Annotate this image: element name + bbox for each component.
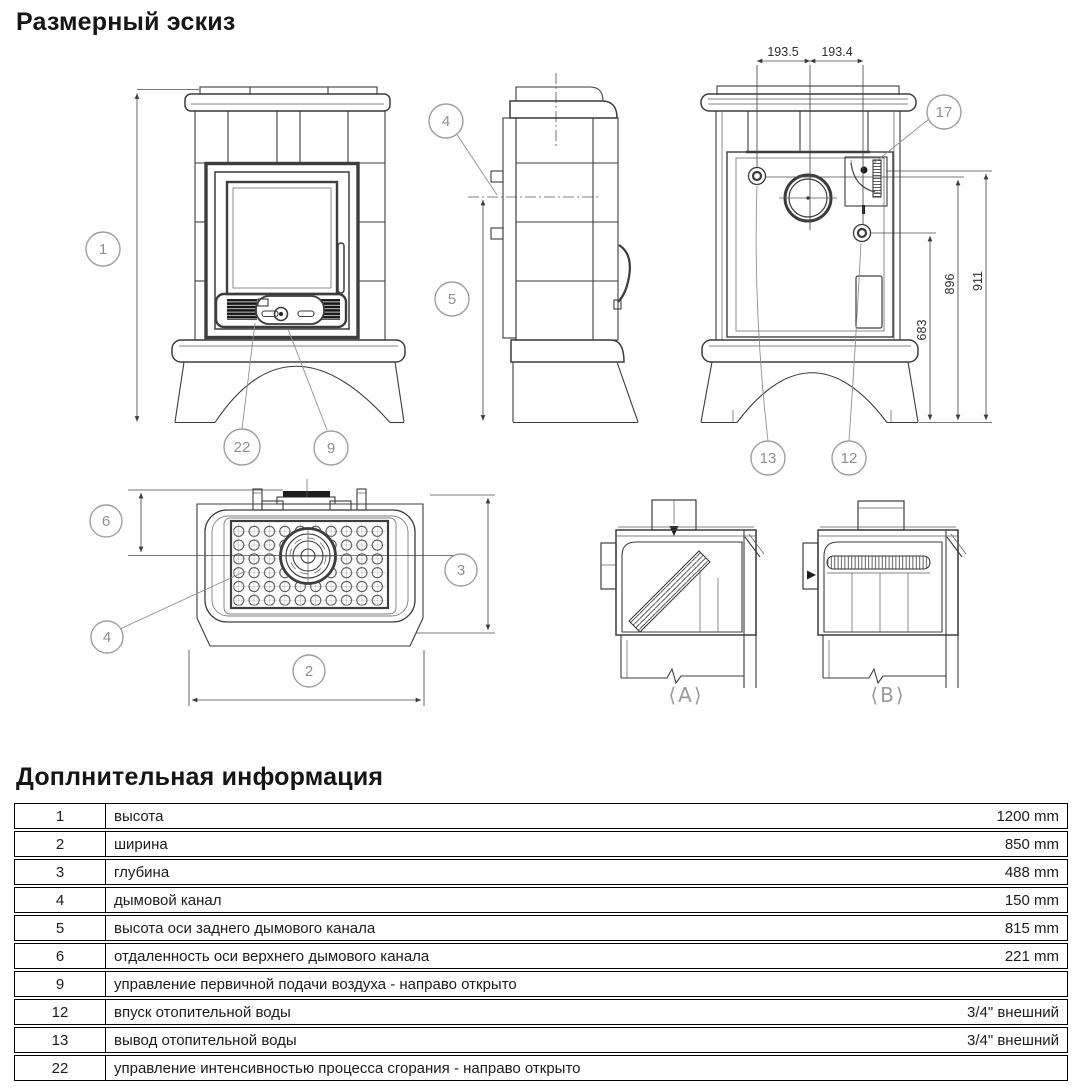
baffle-a — [629, 551, 710, 632]
svg-text:22: 22 — [233, 439, 251, 456]
dim-offset-right: 193.4 — [821, 45, 853, 59]
callout-12 — [832, 441, 866, 475]
row-number: 9 — [14, 971, 106, 997]
svg-text:12: 12 — [840, 450, 858, 467]
row-value: 150 mm — [903, 887, 1068, 913]
row-number: 5 — [14, 915, 106, 941]
callout-6 — [90, 505, 122, 537]
water-inlet-fitting — [854, 225, 871, 242]
side-view — [456, 73, 638, 423]
callout-2 — [293, 655, 325, 687]
table-row — [14, 803, 1068, 829]
table-row — [14, 915, 1068, 941]
table-row — [14, 887, 1068, 913]
svg-text:4: 4 — [441, 113, 451, 130]
row-description: отдаленность оси верхнего дымового канала — [106, 943, 903, 969]
callout-4b — [91, 621, 123, 653]
svg-text:1: 1 — [98, 241, 108, 258]
info-title: Доплнительная информация — [16, 763, 384, 791]
table-row — [14, 1027, 1068, 1053]
svg-text:17: 17 — [935, 104, 953, 121]
upper-rear-stub — [491, 171, 503, 182]
row-number: 6 — [14, 943, 106, 969]
door-handle — [338, 243, 344, 293]
row-number: 13 — [14, 1027, 106, 1053]
callout-22 — [224, 429, 260, 465]
table-row — [14, 859, 1068, 885]
callout-4 — [429, 104, 463, 138]
lower-rear-stub — [491, 228, 503, 239]
callout-3 — [445, 554, 477, 586]
dim-offset-left: 193.5 — [767, 45, 799, 59]
svg-text:13: 13 — [759, 450, 777, 467]
row-description: глубина — [106, 859, 903, 885]
section-a — [601, 500, 764, 707]
row-description: ширина — [106, 831, 903, 857]
row-description: впуск отопительной воды — [106, 999, 903, 1025]
row-description: высота — [106, 803, 903, 829]
svg-text:4: 4 — [102, 629, 112, 646]
row-value: 3/4" внешний — [903, 1027, 1068, 1053]
table-row — [14, 831, 1068, 857]
water-outlet-fitting — [749, 168, 766, 185]
svg-text:9: 9 — [326, 440, 336, 457]
row-description: высота оси заднего дымового канала — [106, 915, 903, 941]
row-value: 488 mm — [903, 859, 1068, 885]
callout-13 — [751, 441, 785, 475]
table-row — [14, 971, 1068, 997]
callout-9 — [314, 431, 348, 465]
table-row — [14, 999, 1068, 1025]
rear-plate — [856, 276, 882, 328]
row-value: 815 mm — [903, 915, 1068, 941]
front-view — [137, 87, 405, 430]
table-row — [14, 943, 1068, 969]
row-value: 221 mm — [903, 943, 1068, 969]
section-a-label: ⟨A⟩ — [668, 683, 704, 707]
row-value: 850 mm — [903, 831, 1068, 857]
base-arch — [215, 366, 390, 422]
row-number: 22 — [14, 1055, 106, 1081]
section-b-label: ⟨B⟩ — [870, 683, 906, 707]
table-row — [14, 1055, 1068, 1081]
svg-text:6: 6 — [101, 513, 111, 530]
row-description: управление первичной подачи воздуха - направо открыто — [106, 971, 903, 997]
baffle-b — [827, 556, 930, 569]
side-door-handle — [618, 245, 630, 302]
page-title: Размерный эскиз — [16, 8, 236, 36]
row-description: дымовой канал — [106, 887, 903, 913]
callouts — [86, 95, 961, 687]
svg-text:3: 3 — [456, 562, 466, 579]
callout-1 — [86, 232, 120, 266]
dim-outlet-height: 896 — [943, 273, 957, 295]
row-number: 12 — [14, 999, 106, 1025]
row-value — [903, 1055, 1068, 1081]
callout-5 — [435, 282, 469, 316]
info-table — [14, 801, 1068, 1083]
svg-text:5: 5 — [447, 291, 457, 308]
section-b — [803, 501, 966, 707]
row-number: 2 — [14, 831, 106, 857]
row-description: управление интенсивностью процесса сгорания - направо открыто — [106, 1055, 903, 1081]
svg-text:2: 2 — [304, 663, 314, 680]
row-number: 1 — [14, 803, 106, 829]
control-plate — [256, 296, 324, 324]
row-number: 3 — [14, 859, 106, 885]
row-value — [903, 971, 1068, 997]
callout-17 — [927, 95, 961, 129]
dim-top-conn-height: 911 — [971, 271, 985, 291]
dim-inlet-height: 683 — [915, 319, 929, 341]
row-value: 3/4" внешний — [903, 999, 1068, 1025]
row-number: 4 — [14, 887, 106, 913]
row-description: вывод отопительной воды — [106, 1027, 903, 1053]
row-value: 1200 mm — [903, 803, 1068, 829]
door-glass — [227, 182, 337, 294]
